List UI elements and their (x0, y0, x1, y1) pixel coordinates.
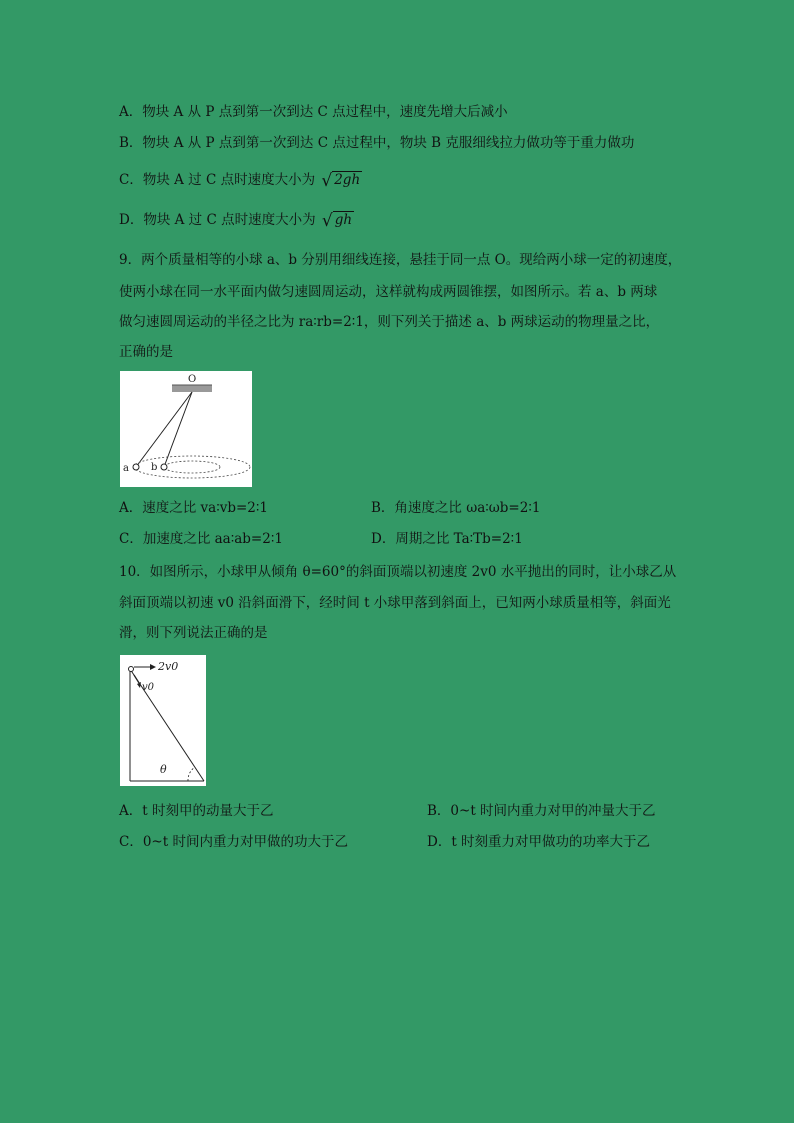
q8-option-b: B．物块 A 从 P 点到第一次到达 C 点过程中，物块 B 克服细线拉力做功等于重力做功 (119, 135, 635, 151)
angle-arc (188, 767, 195, 781)
q10-stem-line-1: 10．如图所示，小球甲从倾角 θ=60°的斜面顶端以初速度 2v0 水平抛出的同时，让小球乙从 (119, 564, 677, 580)
label-2v0: 2v0 (158, 660, 179, 673)
q10-option-b: B．0~t 时间内重力对甲的冲量大于乙 (427, 803, 656, 819)
q9-option-a: A．速度之比 va∶vb=2∶1 (119, 500, 269, 516)
q10-option-c: C．0~t 时间内重力对甲做的功大于乙 (119, 834, 348, 850)
q10-option-a: A．t 时刻甲的动量大于乙 (119, 803, 274, 819)
q8-option-a: A．物块 A 从 P 点到第一次到达 C 点过程中，速度先增大后减小 (119, 104, 508, 120)
q8-option-d-text: D．物块 A 过 C 点时速度大小为 (119, 212, 316, 228)
sqrt-2gh: √ 2gh (321, 171, 361, 191)
ball-jia (129, 667, 134, 672)
orbit-b (164, 461, 220, 473)
q8-option-d (119, 211, 354, 230)
q9-option-d: D．周期之比 Ta∶Tb=2∶1 (371, 531, 523, 547)
sqrt-gh: √ gh (321, 211, 353, 231)
label-o: O (188, 374, 197, 385)
q9-stem-line-4: 正确的是 (119, 344, 173, 360)
q10-option-d: D．t 时刻重力对甲做功的功率大于乙 (427, 834, 651, 850)
radicand-gh: gh (334, 212, 353, 228)
q9-stem-line-3: 做匀速圆周运动的半径之比为 ra∶rb=2∶1，则下列关于描述 a、b 两球运动的物理量之比， (119, 314, 660, 330)
velocity-arrow-v0 (134, 675, 139, 683)
ceiling-support (172, 385, 212, 392)
q10-stem-line-2: 斜面顶端以初速 v0 沿斜面滑下，经时间 t 小球甲落到斜面上，已知两小球质量相等，斜面光 (119, 595, 671, 611)
radicand-2gh: 2gh (334, 172, 361, 188)
label-a: a (123, 463, 129, 474)
ball-b (161, 464, 167, 470)
label-theta: θ (160, 763, 167, 776)
q10-stem-line-3: 滑，则下列说法正确的是 (119, 625, 268, 641)
q9-stem-line-1: 9．两个质量相等的小球 a、b 分别用细线连接，悬挂于同一点 O。现给两小球一定的初速度， (119, 252, 682, 268)
q9-option-b: B．角速度之比 ωa∶ωb=2∶1 (371, 500, 541, 516)
label-b: b (151, 462, 158, 473)
q9-stem-line-2: 使两小球在同一水平面内做匀速圆周运动，这样就构成两圆锥摆，如图所示。若 a、b 两球 (119, 284, 658, 300)
ball-a (133, 464, 139, 470)
q9-conical-pendulum-figure (120, 371, 252, 487)
label-v0: v0 (142, 682, 155, 693)
q8-option-c-text: C．物块 A 过 C 点时速度大小为 (119, 172, 316, 188)
q10-incline-figure (120, 655, 206, 786)
q8-option-c (119, 171, 362, 190)
q9-option-c: C．加速度之比 aa∶ab=2∶1 (119, 531, 283, 547)
incline-diagram (120, 655, 206, 786)
arrowhead-2v0 (150, 664, 156, 670)
conical-pendulum-diagram (120, 371, 252, 487)
